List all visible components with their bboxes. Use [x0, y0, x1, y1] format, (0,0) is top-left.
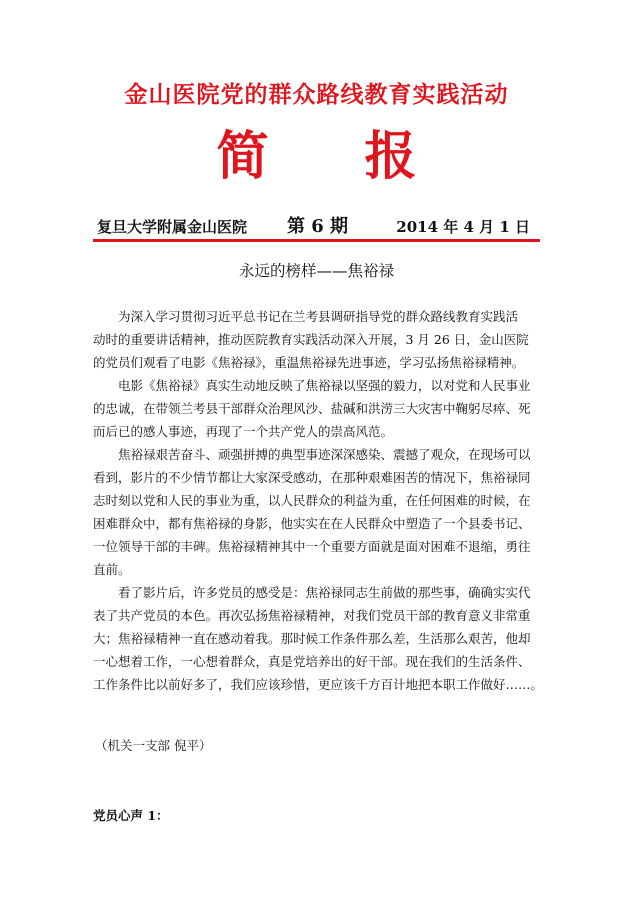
- article-line: 一心想着工作，一心想着群众，真是党培养出的好干部。现在我们的生活条件、: [93, 654, 531, 669]
- article-line: 工作条件比以前好多了，我们应该珍惜，更应该千方百计地把本职工作做好……。: [93, 677, 544, 692]
- issue-number: 第 6 期: [287, 216, 349, 237]
- article-title: 永远的榜样——焦裕禄: [238, 262, 394, 280]
- article-line: 看到，影片的不少情节都让大家深受感动，在那种艰难困苦的情况下，焦裕禄同: [93, 470, 531, 485]
- article-line: 动时的重要讲话精神，推动医院教育实践活动深入开展，3 月 26 日，金山医院: [93, 332, 529, 347]
- issue-info-bar: [97, 212, 537, 236]
- article-line: 表了共产党员的本色。再次弘扬焦裕禄精神，对我们党员干部的教育意义非常重: [93, 608, 531, 623]
- newsletter-header-title: 金山医院党的群众路线教育实践活动: [124, 82, 509, 108]
- masthead-char-bao: 报: [364, 127, 417, 187]
- issue-date: 2014 年 4 月 1 日: [396, 218, 530, 236]
- masthead-title: [0, 124, 633, 190]
- article-line: 直前。: [93, 562, 131, 577]
- article-line: 焦裕禄艰苦奋斗、顽强拼搏的典型事迹深深感染、震撼了观众，在现场可以: [118, 447, 531, 462]
- masthead-char-jian: 简: [216, 127, 269, 187]
- article-line: 志时刻以党和人民的事业为重，以人民群众的利益为重，在任何困难的时候，在: [93, 493, 531, 508]
- article-line: 的党员们观看了电影《焦裕禄》，重温焦裕禄先进事迹，学习弘扬焦裕禄精神。: [93, 355, 525, 370]
- article-line: 一位领导干部的丰碑。焦裕禄精神其中一个重要方面就是面对困难不退缩，勇往: [93, 539, 531, 554]
- article-line: 困难群众中，都有焦裕禄的身影，他实实在在人民群众中塑造了一个县委书记、: [93, 516, 531, 531]
- article-line: 的忠诚，在带领兰考县干部群众治理风沙、盐碱和洪涝三大灾害中鞠躬尽瘁、死: [93, 401, 531, 416]
- article-line: 看了影片后，许多党员的感受是：焦裕禄同志生前做的那些事，确确实实代: [118, 585, 531, 600]
- header-divider: [93, 239, 540, 242]
- issuing-organization: 复旦大学附属金山医院: [97, 218, 248, 236]
- article-line: 而后已的感人事迹，再现了一个共产党人的崇高风范。: [93, 424, 394, 439]
- article-line: 为深入学习贯彻习近平总书记在兰考县调研指导党的群众路线教育实践活: [118, 309, 519, 324]
- article-signature: （机关一支部 倪平）: [95, 738, 212, 753]
- article-line: 电影《焦裕禄》真实生动地反映了焦裕禄以坚强的毅力，以对党和人民事业: [118, 378, 531, 393]
- member-voice-heading: 党员心声 1：: [93, 808, 169, 823]
- article-line: 大；焦裕禄精神一直在感动着我。那时候工作条件那么差，生活那么艰苦，他却: [93, 631, 531, 646]
- article-body: [93, 305, 553, 696]
